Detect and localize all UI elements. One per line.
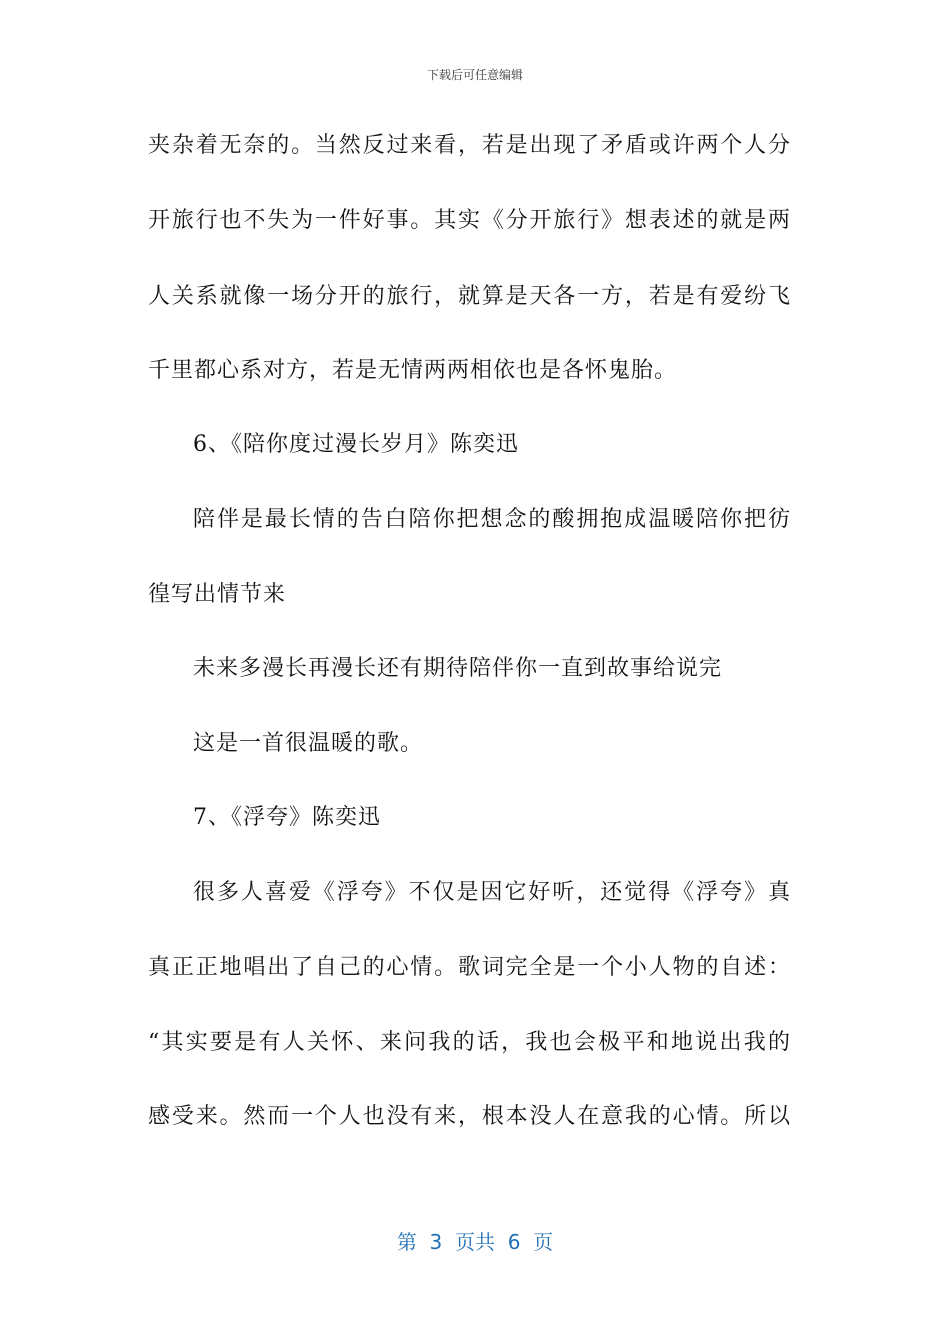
- paragraph-line: 开旅行也不失为一件好事。其实《分开旅行》想表述的就是两: [148, 208, 790, 233]
- paragraph-line: 陪伴是最长情的告白陪你把想念的酸拥抱成温暖陪你把彷: [193, 507, 790, 532]
- paragraph-line: 人关系就像一场分开的旅行，就算是天各一方，若是有爱纷飞: [148, 284, 790, 309]
- paragraph-line: 千里都心系对方，若是无情两两相依也是各怀鬼胎。: [148, 358, 678, 383]
- page-number-footer: 第 3 页共 6 页: [396, 1230, 554, 1254]
- paragraph-line: 未来多漫长再漫长还有期待陪伴你一直到故事给说完: [193, 656, 723, 681]
- section-heading: 6、《陪你度过漫长岁月》陈奕迅: [193, 432, 519, 457]
- paragraph-line: 感受来。然而一个人也没有来，根本没人在意我的心情。所以: [148, 1104, 790, 1129]
- paragraph-line: 徨写出情节来: [148, 582, 287, 607]
- paragraph-line: 很多人喜爱《浮夸》不仅是因它好听，还觉得《浮夸》真: [193, 880, 790, 905]
- paragraph-line: “其实要是有人关怀、来问我的话，我也会极平和地说出我的: [148, 1030, 790, 1055]
- section-heading: 7、《浮夸》陈奕迅: [193, 805, 381, 830]
- paragraph-line: 夹杂着无奈的。当然反过来看，若是出现了矛盾或许两个人分: [148, 133, 790, 158]
- paragraph-line: 真正正地唱出了自己的心情。歌词完全是一个小人物的自述：: [148, 955, 790, 980]
- paragraph-line: 这是一首很温暖的歌。: [193, 731, 424, 756]
- page-header: 下载后可任意编辑: [426, 68, 523, 82]
